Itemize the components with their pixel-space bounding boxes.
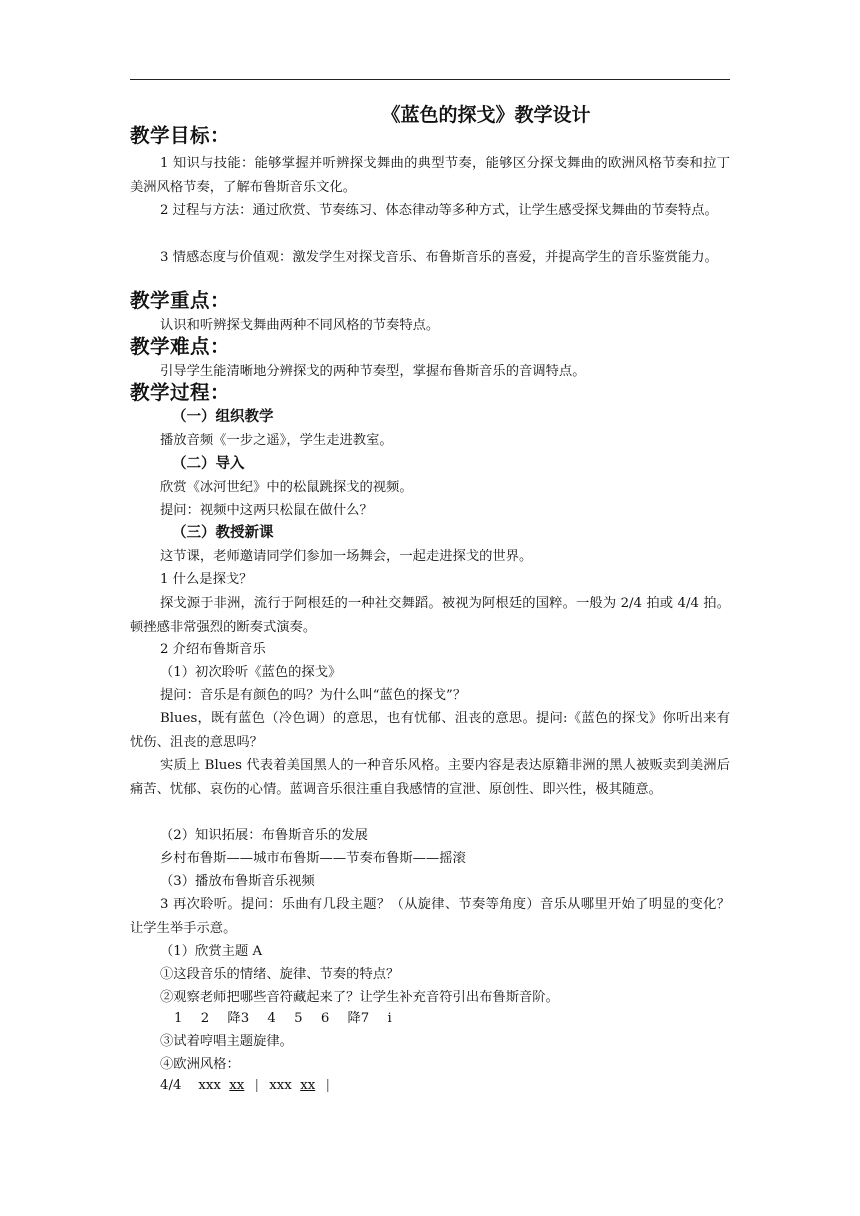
question-2-b: 提问：音乐是有颜色的吗？为什么叫“蓝色的探戈”？	[160, 688, 467, 703]
question-3-a: （1）欣赏主题 A	[160, 944, 263, 959]
step-1-heading: （一）组织教学	[172, 409, 274, 425]
question-2-f: 乡村布鲁斯——城市布鲁斯——节奏布鲁斯——摇滚	[160, 851, 466, 866]
rhythm-meter: 4/4	[160, 1078, 182, 1093]
question-2: 2 介绍布鲁斯音乐	[160, 642, 266, 657]
step-2-heading: （二）导入	[172, 456, 245, 472]
step-2-text-2: 提问：视频中这两只松鼠在做什么？	[160, 503, 373, 518]
scale-note: i	[387, 1011, 392, 1026]
step-3-heading: （三）教授新课	[172, 525, 274, 541]
scale-note: 6	[320, 1011, 330, 1026]
rhythm-group: xxx	[269, 1078, 292, 1093]
document-title: 《蓝色的探戈》教学设计	[381, 104, 591, 126]
question-3-d: ③试着哼唱主题旋律。	[160, 1034, 293, 1049]
bar-line: |	[325, 1078, 330, 1093]
heading-goals: 教学目标：	[130, 124, 231, 147]
rhythm-group: xxx	[198, 1078, 221, 1093]
step-2-text-1: 欣赏《冰河世纪》中的松鼠跳探戈的视频。	[160, 480, 413, 495]
heading-key-points: 教学重点：	[130, 289, 231, 312]
scale-note: 降7	[347, 1011, 370, 1026]
question-1-text: 探戈源于非洲，流行于阿根廷的一种社交舞蹈。被视为阿根廷的国粹。一般为 2/4 拍或 4/4 拍。顿挫感非常强烈的断奏式演奏。	[130, 596, 730, 635]
scale-note: 5	[294, 1011, 303, 1026]
question-3-e: ④欧洲风格：	[160, 1057, 240, 1072]
heading-difficulties: 教学难点：	[130, 335, 231, 358]
difficulties-text: 引导学生能清晰地分辨探戈的两种节奏型，掌握布鲁斯音乐的音调特点。	[160, 364, 586, 379]
question-2-g: （3）播放布鲁斯音乐视频	[160, 874, 315, 889]
goal-1: 1 知识与技能：能够掌握并听辨探戈舞曲的典型节奏，能够区分探戈舞曲的欧洲风格节奏和拉丁美洲风格节奏，了解布鲁斯音乐文化。	[130, 156, 730, 195]
goal-3: 3 情感态度与价值观：激发学生对探戈音乐、布鲁斯音乐的喜爱，并提高学生的音乐鉴赏能力。	[160, 250, 718, 265]
question-3: 3 再次聆听。提问：乐曲有几段主题？（从旋律、节奏等角度）音乐从哪里开始了明显的变化？让学生举手示意。	[130, 897, 730, 936]
rhythm-group-underlined: xx	[229, 1078, 245, 1093]
question-2-e: （2）知识拓展：布鲁斯音乐的发展	[160, 828, 368, 843]
header-rule	[130, 79, 730, 80]
question-3-c: ②观察老师把哪些音符藏起来了？让学生补充音符引出布鲁斯音阶。	[160, 990, 559, 1005]
question-2-c: Blues，既有蓝色（冷色调）的意思，也有忧郁、沮丧的意思。提问:《蓝色的探戈》你听出来有忧伤、沮丧的意思吗？	[130, 711, 730, 750]
question-1: 1 什么是探戈？	[160, 572, 253, 587]
blues-scale	[174, 1008, 406, 1030]
heading-process: 教学过程：	[130, 381, 231, 404]
scale-note: 降3	[227, 1011, 250, 1026]
key-points-text: 认识和听辨探戈舞曲两种不同风格的节奏特点。	[160, 318, 440, 333]
rhythm-notation	[160, 1075, 336, 1097]
rhythm-group-underlined: xx	[300, 1078, 316, 1093]
bar-line: |	[254, 1078, 260, 1093]
scale-note: 4	[267, 1011, 276, 1026]
goal-2: 2 过程与方法：通过欣赏、节奏练习、体态律动等多种方式，让学生感受探戈舞曲的节奏特点。	[160, 203, 718, 218]
question-3-b: ①这段音乐的情绪、旋律、节奏的特点？	[160, 967, 400, 982]
question-2-a: （1）初次聆听《蓝色的探戈》	[160, 665, 342, 680]
scale-note: 1	[174, 1011, 183, 1026]
step-3-intro: 这节课，老师邀请同学们参加一场舞会，一起走进探戈的世界。	[160, 549, 533, 564]
step-1-text: 播放音频《一步之遥》，学生走进教室。	[160, 433, 393, 448]
question-2-d: 实质上 Blues 代表着美国黑人的一种音乐风格。主要内容是表达原籍非洲的黑人被贩卖到美洲后痛苦、忧郁、哀伤的心情。蓝调音乐很注重自我感情的宣泄、原创性、即兴性，极其随意。	[130, 758, 730, 797]
scale-note: 2	[200, 1011, 210, 1026]
